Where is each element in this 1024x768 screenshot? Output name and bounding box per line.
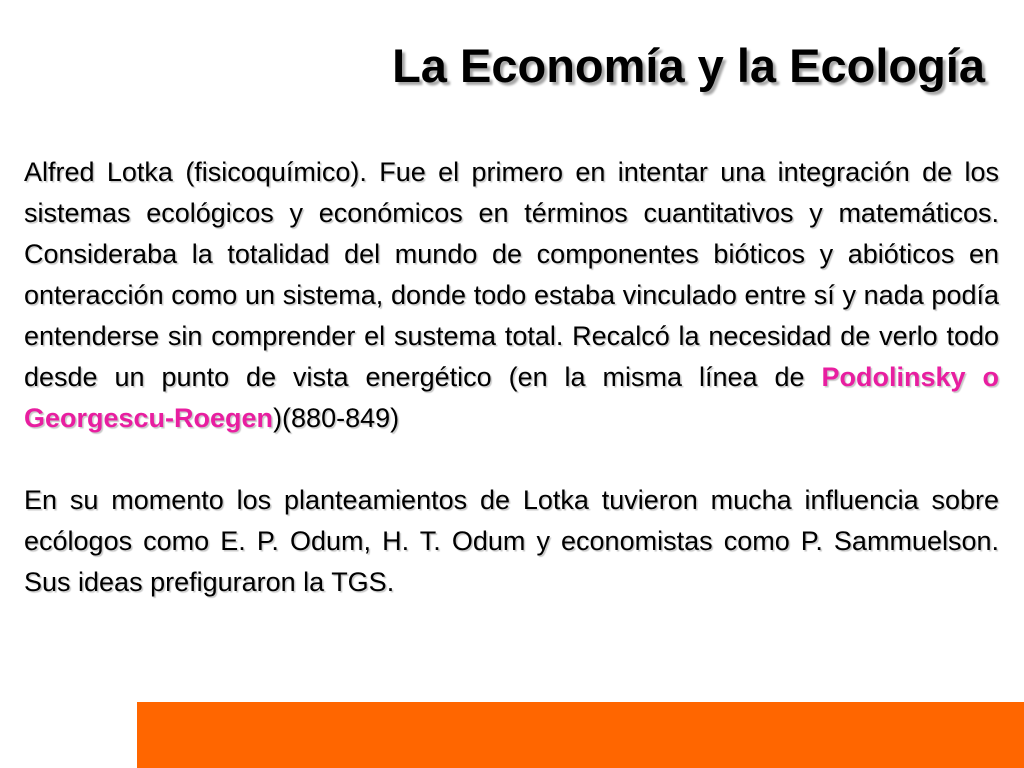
paragraph-lotka-dates: )(880-849): [273, 403, 400, 433]
slide-body: [24, 152, 999, 603]
paragraph-influence: En su momento los planteamientos de Lotka tuvieron mucha influencia sobre ecólogos como E. P. Odum, H. T. Odum y economistas como P. Sammuelson. Sus ideas prefiguraron la TGS.: [24, 485, 999, 597]
accent-bar: [137, 702, 1024, 768]
paragraph-lotka: [24, 152, 999, 439]
slide-title: La Economía y la Ecología: [392, 39, 985, 92]
highlighted-authors: Podolinsky o Georgescu-Roegen: [24, 362, 1000, 433]
paragraph-lotka-text: Alfred Lotka (fisicoquímico). Fue el primero en intentar una integración de los sistemas ecológicos y económicos en términos cuantitativos y matemáticos. Consideraba la totalidad del mundo de componentes bióticos y abióticos en onteracción como un sistema, donde todo estaba vinculado entre sí y nada podía entenderse sin comprender el sustema total. Recalcó la necesidad de verlo todo desde un punto de vista energético (en la misma línea de: [24, 157, 999, 392]
